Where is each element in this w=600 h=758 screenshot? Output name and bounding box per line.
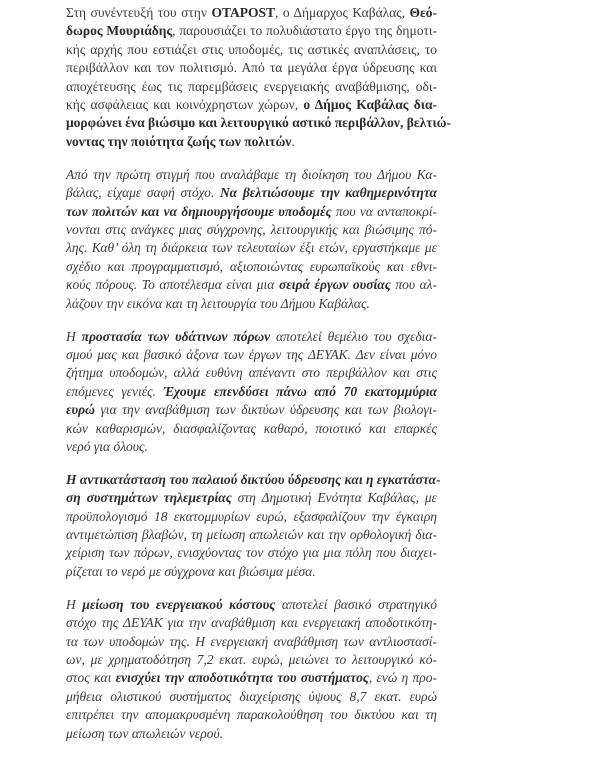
text-segment: νερό για όλους. (66, 438, 148, 454)
text-line (66, 669, 437, 687)
bold-text-segment: προστασία των υδάτινων πόρων (81, 328, 271, 344)
text-line (66, 706, 437, 724)
text-segment: κούς πόρους. Το αποτέλεσμα είναι μια (66, 277, 279, 293)
bold-text-segment: μορφώνει ένα βιώσιμο και λειτουργικό αστικό περιβάλλον, βελτιώ- (66, 115, 452, 131)
bold-text-segment: μείωση του ενεργειακού κόστους (82, 596, 276, 612)
text-segment: βάλας, είχαμε σαφή στόχο. (66, 185, 220, 201)
text-segment: χείριση των πόρων, ενισχύοντας τον στόχο για μια πόλη που διαχει- (66, 545, 437, 561)
text-line (66, 364, 437, 382)
text-line (66, 526, 437, 544)
text-line (66, 59, 437, 77)
text-line (66, 563, 437, 581)
text-segment: στόχο της ΔΕΥΑΚ για την αναβάθμιση και ενεργειακή αποδοτικότη- (66, 615, 437, 631)
paragraph (66, 328, 437, 457)
text-line (66, 725, 437, 743)
text-segment: αποτελεί βασικό στρατηγικό (275, 596, 437, 612)
text-line (66, 295, 437, 313)
text-segment: σμού μας και βασικό άξονα των έργων της ΔΕΥΑΚ. Δεν είναι μόνο (66, 346, 437, 362)
article-body (66, 4, 452, 758)
text-line (66, 41, 437, 59)
paragraph (66, 166, 437, 313)
text-line (66, 438, 437, 456)
text-segment: ων, με χρηματοδότηση 7,2 εκατ. ευρώ, μειώνει το λειτουργικό κό- (66, 652, 437, 667)
text-segment: που αλ- (390, 277, 438, 293)
text-line (66, 596, 437, 614)
text-segment: αποτελεί θεμέλιο του σχεδια- (270, 328, 437, 344)
text-segment: στη Δημοτική Ενότητα Καβάλας, με (231, 490, 437, 506)
text-segment: τα των υποδομών της. Η ενεργειακή αναβάθμιση των αντλιοστασί- (66, 633, 437, 649)
text-line (66, 114, 452, 132)
text-segment: , ενώ η προ- (368, 670, 437, 686)
bold-text-segment: δωρος Μουριάδης (66, 23, 173, 39)
bold-text-segment: Έχουμε επενδύσει πάνω από 70 εκατομμύρια (163, 383, 437, 399)
text-line (66, 544, 437, 562)
text-line (66, 328, 437, 346)
text-line (66, 203, 437, 221)
text-line (66, 4, 437, 22)
paragraph (66, 596, 437, 743)
text-segment: νονται στις ανάγκες μιας σύγχρονης, λειτουργικής και βιώσιμης πό- (66, 221, 437, 237)
text-segment: , παρουσιάζει το πολυδιάστατο έργο της δημοτι- (172, 23, 437, 39)
text-segment: λης. Καθ’ όλη τη διάρκεια των τελευταίων έξι ετών, εργαστήκαμε με (66, 240, 437, 256)
paragraph (66, 4, 452, 151)
text-segment: Η (66, 328, 82, 344)
bold-text-segment: ο Δήμος Καβάλας δια- (303, 97, 437, 113)
text-line (66, 383, 437, 401)
text-segment: λάζουν την εικόνα και τη λειτουργία του Δήμου Καβάλας. (66, 295, 370, 311)
text-segment: περιβάλλον και τον πολιτισμό. Από τα μεγάλα έργα ύδρευσης και (66, 60, 437, 76)
text-line (66, 471, 441, 489)
text-segment: Στη συνέντευξή του στην (66, 5, 212, 20)
bold-text-segment: OTAPOST (211, 5, 275, 20)
bold-text-segment: Θεό- (409, 5, 437, 20)
text-segment: αντιμετώπιση βλαβών, τη μείωση απωλειών και την ορθολογική δια- (66, 527, 437, 543)
text-line (66, 489, 437, 507)
text-line (66, 78, 437, 96)
text-segment: κών καθαρισμών, διασφαλίζοντας καθαρό, ποιοτικό και επαρκές (66, 420, 437, 436)
bold-text-segment: των πολιτών και να δημιουργήσουμε υποδομές (66, 203, 332, 219)
text-line (66, 651, 437, 669)
text-segment: Η (66, 596, 83, 612)
text-segment: στος και (66, 670, 116, 686)
text-segment: επόμενες γενιές. (66, 383, 164, 399)
text-segment: για την αναβάθμιση των δικτύων ύδρευσης και των βιολογι- (94, 402, 437, 418)
text-line (66, 239, 437, 257)
text-line (66, 688, 437, 706)
text-line (66, 276, 437, 294)
bold-text-segment: Η αντικατάσταση του παλαιού δικτύου ύδρευσης και η εγκατάστα- (66, 471, 441, 487)
text-line (66, 614, 437, 632)
text-line (66, 258, 437, 276)
text-line (66, 184, 437, 202)
text-segment: μήθεια ολιστικού συστήματος διαχείρισης ύψους 8,7 εκατ. ευρώ (66, 688, 437, 704)
text-line (66, 401, 437, 419)
text-segment: κής αρχής που εστιάζει στις υποδομές, τις αστικές αναπλάσεις, το (66, 41, 437, 57)
bold-text-segment: ευρώ (66, 402, 95, 418)
text-segment: σχέδιο και προγραμματισμό, αξιοποιώντας ευρωπαϊκούς και εθνι- (66, 258, 437, 274)
text-line (66, 346, 437, 364)
text-segment: επιτρέπει την απομακρυσμένη παρακολούθηση του δικτύου και τη (66, 707, 437, 723)
text-line (66, 133, 437, 151)
text-segment: Από την πρώτη στιγμή που αναλάβαμε τη διοίκηση του Δήμου Κα- (66, 166, 437, 182)
text-segment: ζήτημα υποδομών, αλλά ευθύνη απέναντι στο περιβάλλον και στις (66, 365, 437, 381)
text-line (66, 221, 437, 239)
text-segment: προϋπολογισμό 18 εκατομμυρίων ευρώ, εξασφαλίζουν την έγκαιρη (66, 508, 437, 524)
text-segment: ρίζεται το νερό με σύγχρονα και βιώσιμα μέσα. (66, 563, 316, 579)
text-segment: κής ασφάλειας και κοινόχρηστων χώρων, (66, 97, 304, 113)
text-line (66, 166, 437, 184)
bold-text-segment: ση συστημάτων τηλεμετρίας (66, 490, 232, 506)
text-line (66, 508, 437, 526)
text-line (66, 633, 437, 651)
text-segment: μείωση των απωλειών νερού. (66, 725, 224, 741)
bold-text-segment: Να βελτιώσουμε την καθημερινότητα (219, 185, 438, 201)
bold-text-segment: σειρά έργων ουσίας (278, 277, 391, 293)
bold-text-segment: ενισχύει την αποδοτικότητα του συστήματος (115, 670, 369, 686)
text-line (66, 22, 437, 40)
bold-text-segment: νοντας την ποιότητα ζωής των πολιτών (66, 133, 292, 149)
text-segment: αποχέτευσης έως τις παρεμβάσεις ενεργειακής αναβάθμισης, οδι- (66, 78, 437, 94)
text-segment: , ο Δήμαρχος Καβάλας, (274, 5, 410, 20)
paragraph (66, 471, 441, 581)
text-line (66, 96, 437, 114)
text-segment: που να ανταποκρί- (331, 203, 437, 219)
text-segment: . (291, 133, 295, 149)
text-line (66, 420, 437, 438)
